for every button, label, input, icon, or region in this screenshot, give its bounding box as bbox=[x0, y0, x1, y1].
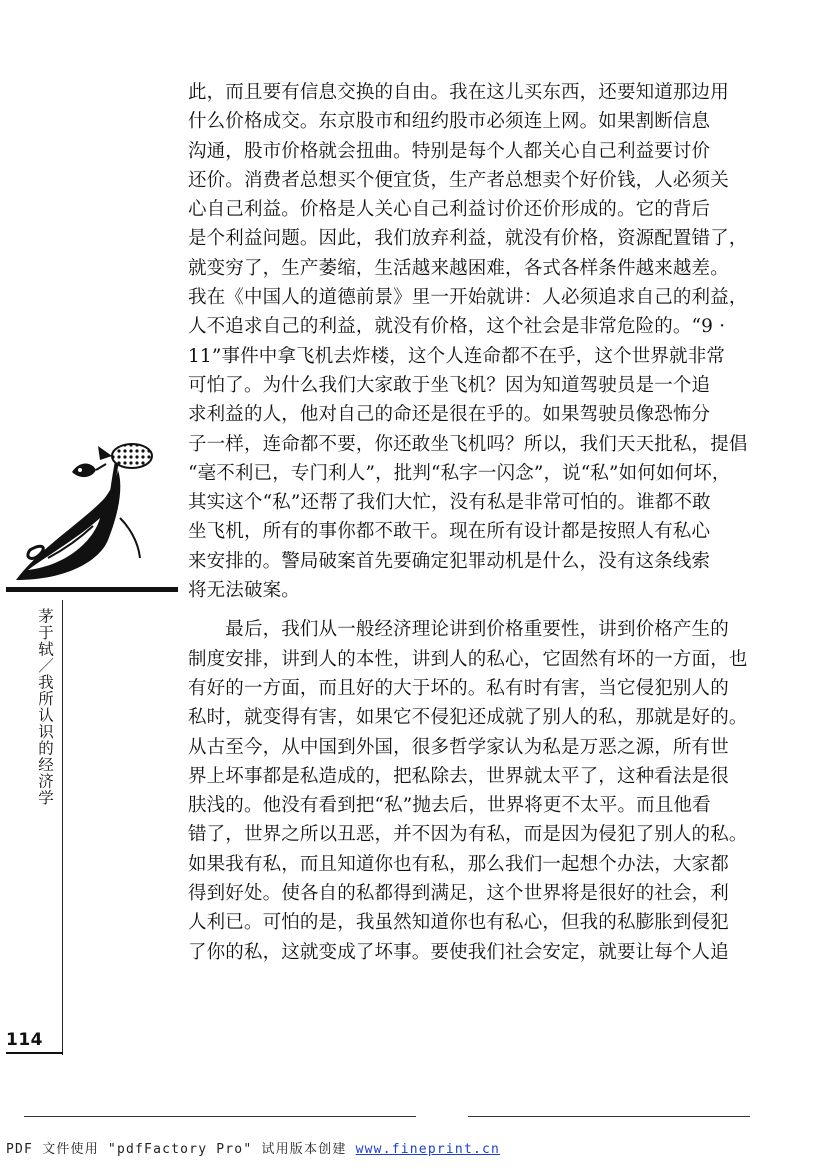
decorative-rule bbox=[6, 587, 178, 592]
pdf-footer-note bbox=[6, 1138, 500, 1157]
text-line: 人利已。可怕的是，我虽然知道你也有私心，但我的私膨胀到侵犯 bbox=[188, 912, 729, 934]
text-line: 得到好处。使各自的私都得到满足，这个世界将是很好的社会，利 bbox=[188, 883, 729, 905]
text-line: 求利益的人，他对自己的命还是很在乎的。如果驾驶员像恐怖分 bbox=[188, 404, 711, 426]
page-number-rule bbox=[6, 1052, 63, 1054]
text-line: 私时，就变得有害，如果它不侵犯还成就了别人的私，那就是好的。 bbox=[188, 707, 748, 729]
text-line: 将无法破案。 bbox=[188, 580, 300, 602]
text-line: 坐飞机，所有的事你都不敢干。现在所有设计都是按照人有私心 bbox=[188, 521, 711, 543]
running-head: 茅于轼／我所认识的经济学 bbox=[36, 608, 54, 806]
text-line: 心自己利益。价格是人关心自己利益讨价还价形成的。它的背后 bbox=[188, 199, 711, 221]
text-line: 11”事件中拿飞机去炸楼，这个人连命都不在乎，这个世界就非常 bbox=[188, 345, 726, 367]
text-line: 此，而且要有信息交换的自由。我在这儿买东西，还要知道那边用 bbox=[188, 82, 729, 103]
body-text bbox=[188, 78, 746, 967]
text-line: 错了，世界之所以丑恶，并不因为有私，而是因为侵犯了别人的私。 bbox=[188, 824, 748, 846]
text-line: 最后，我们从一般经济理论讲到价格重要性，讲到价格产生的 bbox=[188, 619, 729, 641]
text-line: 就变穷了，生产萎缩，生活越来越困难，各式各样条件越来越差。 bbox=[188, 257, 729, 279]
page-number: 114 bbox=[6, 1030, 43, 1050]
text-line: 界上坏事都是私造成的，把私除去，世界就太平了，这种看法是很 bbox=[188, 765, 729, 787]
text-line: “毫不利已，专门利人”，批判“私字一闪念”，说“私”如何如何坏， bbox=[188, 462, 731, 484]
text-line: 沟通，股市价格就会扭曲。特别是每个人都关心自己利益要讨价 bbox=[188, 140, 711, 162]
text-line: 子一样，连命都不要，你还敢坐飞机吗？所以，我们天天批私，提倡 bbox=[188, 433, 748, 455]
text-line: 肤浅的。他没有看到把“私”抛去后，世界将更不太平。而且他看 bbox=[188, 795, 711, 817]
text-line: 其实这个“私”还帮了我们大忙，没有私是非常可怕的。谁都不敢 bbox=[188, 492, 711, 514]
text-line: 人不追求自己的利益，就没有价格，这个社会是非常危险的。“9 · bbox=[188, 316, 726, 338]
vertical-divider bbox=[62, 600, 63, 1055]
text-line: 制度安排，讲到人的本性，讲到人的私心，它固然有坏的一方面，也 bbox=[188, 648, 748, 670]
text-line: 来安排的。警局破案首先要确定犯罪动机是什么，没有这条线索 bbox=[188, 550, 711, 572]
text-line: 是个利益问题。因此，我们放弃利益，就没有价格，资源配置错了， bbox=[188, 228, 748, 250]
text-line: 什么价格成交。东京股市和纽约股市必须连上网。如果割断信息 bbox=[188, 111, 711, 133]
text-line: 可怕了。为什么我们大家敢于坐飞机？因为知道驾驶员是一个追 bbox=[188, 374, 711, 396]
fineprint-link[interactable]: www.fineprint.cn bbox=[355, 1142, 501, 1157]
text-line: 还价。消费者总想买个便宜货，生产者总想卖个好价钱，人必须关 bbox=[188, 169, 729, 191]
footer-rule bbox=[24, 1116, 416, 1117]
text-line: 从古至今，从中国到外国，很多哲学家认为私是万恶之源，所有世 bbox=[188, 736, 729, 758]
text-line: 如果我有私，而且知道你也有私，那么我们一起想个办法，大家都 bbox=[188, 853, 729, 875]
footer-rule bbox=[468, 1116, 750, 1117]
text-line: 了你的私，这就变成了坏事。要使我们社会安定，就要让每个人追 bbox=[188, 941, 729, 963]
footer-text: PDF 文件使用 "pdfFactory Pro" 试用版本创建 bbox=[6, 1142, 356, 1157]
text-line: 有好的一方面，而且好的大于坏的。私有时有害，当它侵犯别人的 bbox=[188, 677, 729, 699]
stylized-bird-ornament-icon bbox=[8, 430, 178, 590]
text-line: 我在《中国人的道德前景》里一开始就讲：人必须追求自己的利益， bbox=[188, 287, 748, 309]
